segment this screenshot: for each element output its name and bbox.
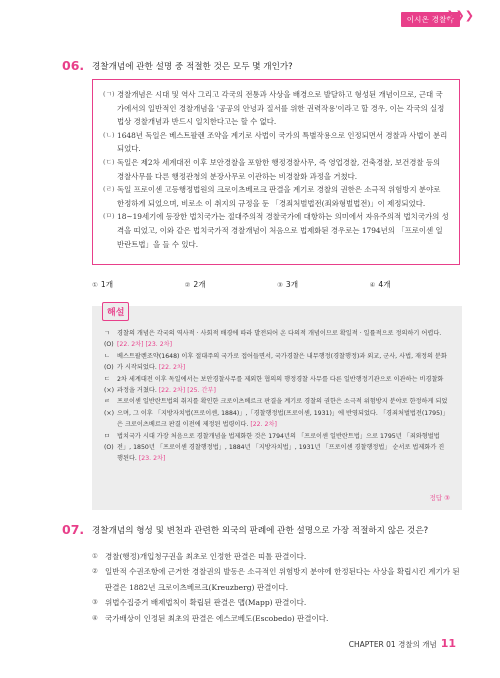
explanation-item bbox=[104, 351, 450, 374]
explanation-text: 경찰의 개념은 각국의 역사적 · 사회적 배경에 따라 발전되어 온 다의적 개념이므로 확일적 · 일률적으로 정의하기 어렵다. bbox=[117, 330, 442, 337]
chevron-right-icon: ❯❯❯ bbox=[446, 9, 474, 22]
explanation-text: 프로이센 일반란트법의 취지를 확인한 크로이츠베르크 판결을 계기로 경찰의 권한은 소극적 위험방지 분야로 한정하게 되었으며, 그 이후 「지방자치법(프로이센, 1884)」,「경찰행정법(프로이센, 1931)」에 반영되었다. 「경죄처벌법전(1795)」은 크로이츠베르크 판결 이전에 제정된 법령이다. bbox=[117, 398, 449, 429]
explanation-item bbox=[104, 396, 450, 430]
explanation-ref: [22. 2차] bbox=[158, 364, 186, 372]
statement-item bbox=[103, 129, 449, 156]
choice-marker: ③ bbox=[277, 281, 283, 289]
chapter-label: CHAPTER 01 경찰의 개념 bbox=[348, 640, 437, 649]
option-marker: ② bbox=[92, 567, 98, 576]
explanation-ref: [23. 2차] bbox=[138, 455, 166, 463]
explanation-text: 2차 세계대전 이후 독일에서는 보안경찰사무를 제외한 협의의 행정경찰 사무를 다른 일반행정기관으로 이관하는 비경찰화 과정을 거쳤다. bbox=[117, 375, 444, 395]
statement-text: 경찰개념은 시대 및 역사 그리고 각국의 전통과 사상을 배경으로 발달하고 형성된 개념이므로, 근대 국가에서의 일반적인 경찰개념을 '공공의 안녕과 질서를 위한 권력작용'이라고 할 경우, 이는 각국의 실정법상 경찰개념과 반드시 일치한다고는 할 수 없다. bbox=[117, 90, 445, 127]
option-marker: ① bbox=[92, 552, 98, 560]
explanation-ref: [22. 2차] [25. 간부] bbox=[158, 387, 216, 395]
option-text: 위법수집증거 배제법칙이 확립된 판결은 맵(Mapp) 판결이다. bbox=[105, 598, 307, 608]
explanation-marker: ㄹ (×) bbox=[104, 398, 115, 417]
option-2[interactable] bbox=[92, 564, 462, 595]
choice-3[interactable] bbox=[277, 279, 370, 290]
running-head: 이시온 경찰학 bbox=[401, 12, 460, 27]
choice-text: 1개 bbox=[100, 280, 114, 289]
statement-item bbox=[103, 156, 449, 183]
explanation-item bbox=[104, 431, 450, 465]
choice-2[interactable] bbox=[185, 279, 278, 290]
statement-item bbox=[103, 88, 449, 129]
statement-item bbox=[103, 210, 449, 251]
page-number: 11 bbox=[440, 637, 456, 650]
choice-marker: ② bbox=[184, 281, 191, 289]
question-7-text: 경찰개념의 형성 및 변천과 관련한 외국의 판례에 관한 설명으로 가장 적절하지 않은 것은? bbox=[92, 526, 429, 536]
choice-text: 2개 bbox=[193, 280, 206, 289]
statement-text: 1648년 독일은 베스트팔렌 조약을 계기로 사법이 국가의 특별작용으로 인정되면서 경찰과 사법이 분리되었다. bbox=[117, 130, 448, 154]
answer-label: 정답 ③ bbox=[429, 494, 450, 502]
question-6-number: 06. bbox=[62, 58, 85, 73]
choice-1[interactable] bbox=[92, 279, 185, 290]
explanation-marker: ㅁ (O) bbox=[104, 432, 114, 452]
option-text: 국가배상이 인정된 최초의 판결은 에스코베도(Escobedo) 판결이다. bbox=[105, 613, 329, 623]
statement-marker: (ㄴ) bbox=[103, 130, 115, 139]
option-text: 일반적 수권조항에 근거한 경찰권의 발동은 소극적인 위험방지 분야에 한정된다는 사상을 확립시킨 계기가 된 판결은 1882년 크로이츠베르크(Kreuzberg) 판결이다. bbox=[105, 567, 460, 592]
statement-text: 18~19세기에 등장한 법치국가는 절대주의적 경찰국가에 대항하는 의미에서 자유주의적 법치국가의 성격을 띠었고, 이와 같은 법치국가적 경찰개념이 처음으로 법제화된 경우로는 1794년의 「프로이센 일반란트법」을 들 수 있다. bbox=[117, 212, 449, 249]
option-3[interactable] bbox=[92, 595, 462, 610]
page-footer bbox=[349, 637, 456, 650]
question-7-options bbox=[92, 549, 462, 626]
explanation-item bbox=[104, 374, 450, 397]
statement-marker: (ㄱ) bbox=[103, 90, 115, 98]
option-4[interactable] bbox=[92, 611, 462, 626]
explanation-tag: 해설 bbox=[102, 302, 129, 321]
answer-choices bbox=[92, 279, 462, 290]
question-6-text: 경찰개념에 관한 설명 중 적절한 것은 모두 몇 개인가? bbox=[92, 62, 293, 72]
choice-marker: ④ bbox=[369, 281, 376, 289]
statement-text: 독일 프로이센 고등행정법원의 크로이츠베르크 판결을 계기로 경찰의 권한은 소극적 위험방지 분야로 한정하게 되었으며, 비로소 이 취지의 규정을 둔 「경죄처벌법전(죄와형벌법전)」이 제정되었다. bbox=[117, 185, 441, 208]
statement-box bbox=[92, 79, 460, 265]
statement-item bbox=[103, 183, 449, 210]
statement-marker: (ㄷ) bbox=[103, 157, 115, 166]
question-7-number: 07. bbox=[62, 522, 85, 537]
statement-marker: (ㄹ) bbox=[103, 185, 115, 194]
statement-marker: (ㅁ) bbox=[103, 212, 115, 221]
option-1[interactable] bbox=[92, 549, 462, 564]
explanation-text: 베스트팔렌조약(1648) 이후 절대주의 국가로 접어들면서, 국가경찰은 내무행정(경찰행정)과 외교, 군사, 사법, 재정의 분화가 시작되었다. bbox=[117, 352, 447, 372]
explanation-marker: ㄱ (O) bbox=[104, 330, 114, 349]
choice-marker: ① bbox=[92, 281, 98, 289]
explanation-marker: ㄴ (O) bbox=[104, 352, 114, 372]
option-text: 경찰(행정)개입청구권을 최초로 인정한 판결은 띠톨 판결이다. bbox=[105, 552, 307, 561]
explanation-box bbox=[92, 306, 462, 510]
explanation-ref: [22. 2차] [23. 2차] bbox=[117, 341, 173, 349]
option-marker: ③ bbox=[92, 598, 98, 607]
choice-text: 3개 bbox=[285, 280, 299, 289]
choice-4[interactable] bbox=[370, 279, 463, 290]
option-marker: ④ bbox=[92, 613, 98, 622]
explanation-item bbox=[104, 328, 450, 351]
explanation-marker: ㄷ (×) bbox=[104, 375, 115, 395]
statement-text: 독일은 제2차 세계대전 이후 보안경찰을 포함한 행정경찰사무, 즉 영업경찰, 건축경찰, 보건경찰 등의 경찰사무를 다른 행정관청의 분장사무로 이관하는 비경찰화 과정을 거쳤다. bbox=[117, 157, 441, 181]
explanation-text: 법치국가 시대 가장 처음으로 경찰개념을 법제화한 것은 1794년의 「프로이센 일반란트법」으로 1795년 「죄와형벌법전」, 1850년 「프로이센 경찰행정법」, 1884년 「지방자치법」, 1931년 「프로이센 경찰행정법」 순서로 법제화가 진행된다. bbox=[117, 432, 445, 463]
choice-text: 4개 bbox=[378, 280, 391, 289]
explanation-ref: [22. 2차] bbox=[250, 421, 277, 429]
